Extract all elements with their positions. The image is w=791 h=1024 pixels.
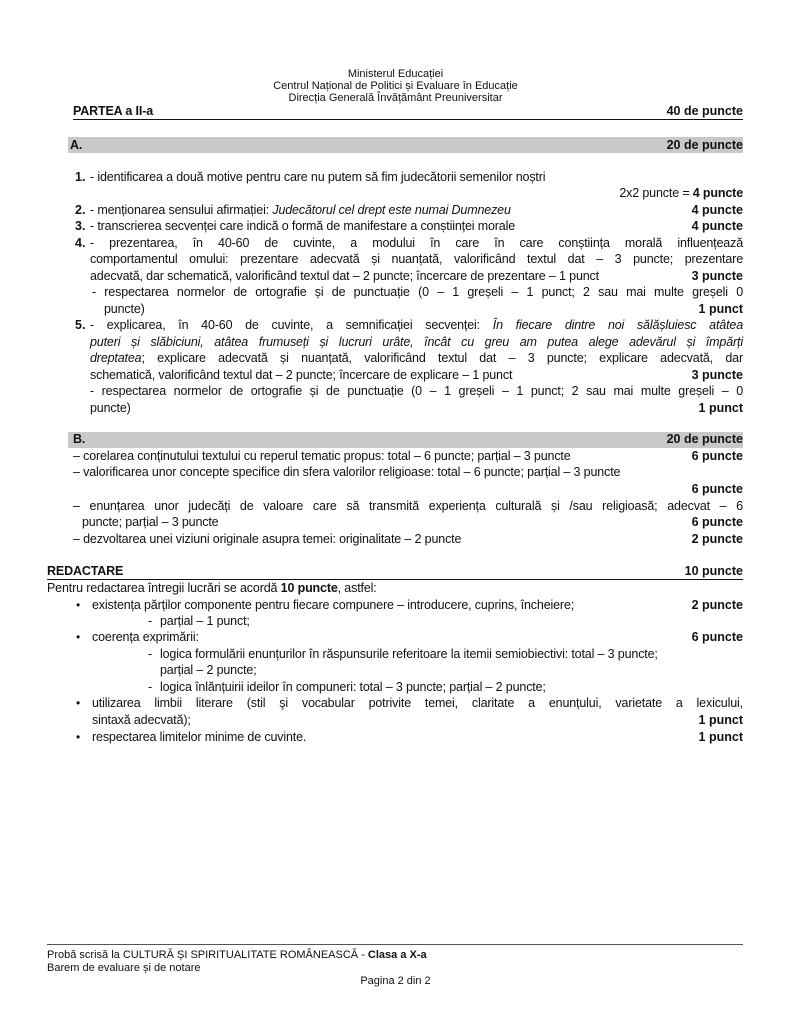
item-5-line: schematică, valorificând textul dat – 2 puncte; încercare de explicare – 1 punct	[90, 368, 513, 382]
redactare-points: 10 puncte	[684, 564, 743, 578]
criterion: – dezvoltarea unei viziuni originale asupra temei: originalitate – 2 puncte	[73, 532, 462, 546]
redactare-criterion: utilizarea limbii literare (stil şi vocabular potrivite temei, claritate a enunțului, varietate a lexicului,	[92, 696, 743, 710]
criterion: – valorificarea unor concepte specifice din sfera valorilor religioase: total – 6 puncte; parțial – 3 puncte	[73, 465, 621, 479]
section-a-title: A.	[70, 138, 83, 152]
item-1-text: - identificarea a două motive pentru care nu putem să fim judecătorii semenilor noștri	[90, 170, 546, 184]
item-4-line: adecvată, dar schematică, valorificând textul dat – 2 puncte; încercare de prezentare – 1 punct	[90, 269, 599, 283]
dash: -	[148, 614, 153, 628]
criterion-points: 6 puncte	[691, 449, 743, 463]
bullet-icon: •	[76, 598, 81, 612]
redactare-intro: Pentru redactarea întregii lucrări se acordă 10 puncte, astfel:	[47, 581, 377, 595]
bullet-icon: •	[76, 730, 81, 744]
criterion: – corelarea conținutului textului cu reperul tematic propus: total – 6 puncte; parțial – 3 puncte	[73, 449, 571, 463]
item-4-spelling: - respectarea normelor de ortografie și de punctuație (0 – 1 greșeli – 1 punct; 2 sau mai multe greșeli 0	[92, 285, 743, 299]
item-2-points: 4 puncte	[691, 203, 743, 217]
section-a-points: 20 de puncte	[666, 138, 743, 152]
redactare-criterion: sintaxă adecvată);	[92, 713, 191, 727]
item-1-calc: 2x2 puncte = 4 puncte	[619, 186, 743, 200]
item-4-spelling-points: 1 punct	[698, 302, 743, 316]
redactare-criterion-points: 6 puncte	[691, 630, 743, 644]
item-5-spelling-points: 1 punct	[698, 401, 743, 415]
bullet-icon: •	[76, 696, 81, 710]
criterion-points: 6 puncte	[691, 515, 743, 529]
item-4-line: comportamentul omului: prezentare adecvată și nuanțată, valorificând textul dat – 3 puncte; prezentare	[90, 252, 743, 266]
redactare-criterion-points: 1 punct	[698, 730, 743, 744]
item-3-points: 4 puncte	[691, 219, 743, 233]
redactare-criterion-points: 1 punct	[698, 713, 743, 727]
item-4-points: 3 puncte	[691, 269, 743, 283]
footer-divider	[47, 944, 743, 945]
item-5-spelling: puncte)	[90, 401, 131, 415]
item-5-line: - explicarea, în 40-60 de cuvinte, a semnificației secvenței: În fiecare dintre noi sălășluiesc atâtea	[90, 318, 744, 332]
part-underline	[73, 119, 743, 120]
redactare-title: REDACTARE	[47, 564, 124, 578]
item-number: 4.	[75, 236, 86, 250]
redactare-criterion: coerența exprimării:	[92, 630, 199, 644]
item-number: 3.	[75, 219, 86, 233]
dash: -	[148, 680, 153, 694]
item-5-line: dreptatea; explicare adecvată și nuanțată, valorificând textul dat – 3 puncte; explicare adecvată, dar	[90, 351, 743, 365]
redactare-subcriterion: logica înlănțuirii ideilor în compuneri: total – 3 puncte; parțial – 2 puncte;	[160, 680, 546, 694]
section-b-title: B.	[73, 432, 86, 446]
redactare-underline	[47, 579, 743, 580]
section-a-bar	[68, 137, 743, 153]
page-number: Pagina 2 din 2	[360, 975, 431, 987]
redactare-criterion-points: 2 puncte	[691, 598, 743, 612]
criterion-points: 2 puncte	[691, 532, 743, 546]
bullet-icon: •	[76, 630, 81, 644]
part-title: PARTEA a II-a	[73, 104, 154, 118]
criterion-points: 6 puncte	[691, 482, 743, 496]
redactare-subcriterion: parțial – 1 punct;	[160, 614, 250, 628]
criterion: puncte; parțial – 3 puncte	[82, 515, 219, 529]
footer-barem: Barem de evaluare și de notare	[47, 962, 201, 974]
redactare-criterion: existența părților componente pentru fiecare compunere – introducere, cuprins, încheiere;	[92, 598, 575, 612]
header-direction: Direcția Generală Învățământ Preuniversitar	[288, 92, 503, 104]
header-center: Centrul Național de Politici și Evaluare în Educație	[273, 80, 518, 92]
item-5-line: puteri și slăbiciuni, atâtea frumuseți și lucruri urâte, încât cu greu am putea alege adevărul și împărți	[90, 335, 743, 349]
redactare-subcriterion: logica formulării enunțurilor în răspunsurile referitoare la itemii semiobiectivi: total – 3 puncte;	[160, 647, 658, 661]
item-number: 1.	[75, 170, 86, 184]
dash: -	[148, 647, 153, 661]
criterion: – enunțarea unor judecăți de valoare care să transmită experiența culturală și /sau religioasă; adecvat – 6	[73, 499, 743, 513]
item-3-text: - transcrierea secvenței care indică o formă de manifestare a conștiinței morale	[90, 219, 516, 233]
header-ministry: Ministerul Educației	[347, 68, 444, 80]
item-5-points: 3 puncte	[691, 368, 743, 382]
section-b-points: 20 de puncte	[666, 432, 743, 446]
redactare-subcriterion: parțial – 2 puncte;	[160, 663, 257, 677]
item-4-spelling: puncte)	[104, 302, 145, 316]
part-points: 40 de puncte	[666, 104, 743, 118]
item-2-text: - menționarea sensului afirmației: Judecătorul cel drept este numai Dumnezeu	[90, 203, 511, 217]
item-number: 2.	[75, 203, 86, 217]
item-4-line: - prezentarea, în 40-60 de cuvinte, a modului în care în care conștiința morală influențează	[90, 236, 743, 250]
redactare-criterion: respectarea limitelor minime de cuvinte.	[92, 730, 307, 744]
item-number: 5.	[75, 318, 86, 332]
footer-exam: Probă scrisă la CULTURĂ ȘI SPIRITUALITATE ROMÂNEASCĂ - Clasa a X-a	[47, 949, 427, 961]
section-b-bar	[68, 432, 743, 448]
item-5-spelling: - respectarea normelor de ortografie și de punctuație (0 – 1 greșeli – 1 punct; 2 sau mai multe greșeli – 0	[90, 384, 743, 398]
